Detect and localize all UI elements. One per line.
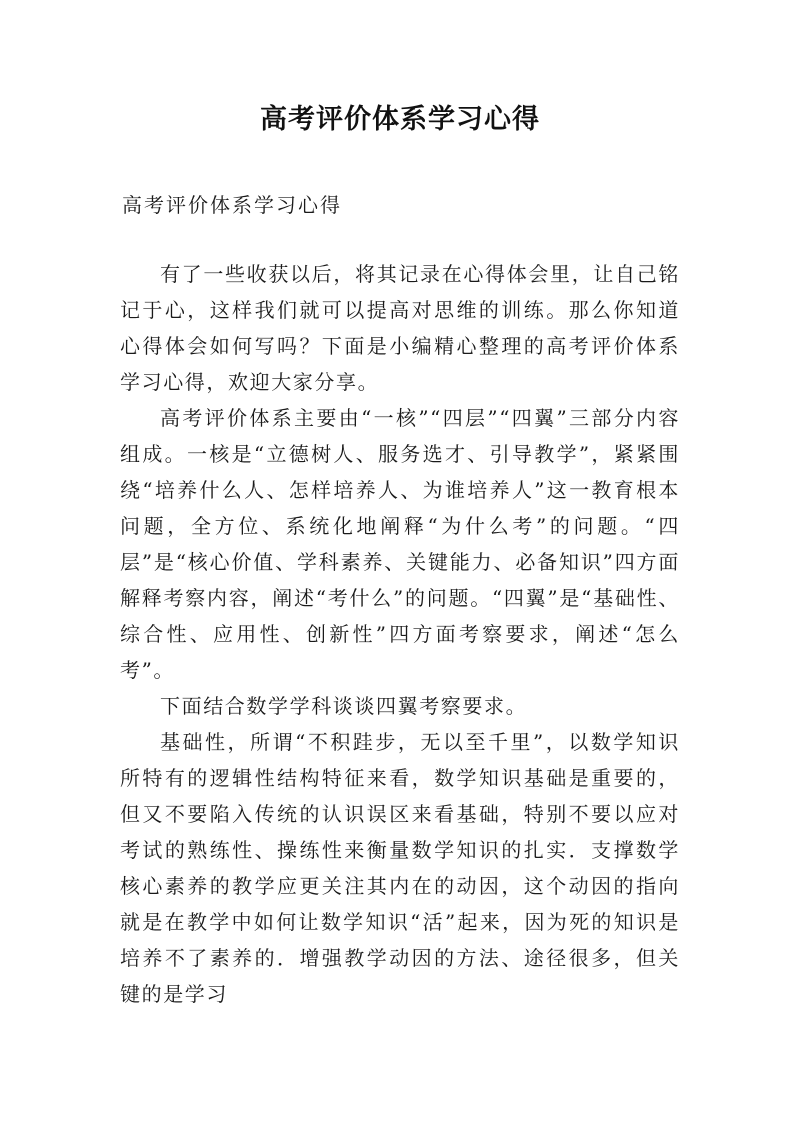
paragraph-intro: 有了一些收获以后，将其记录在心得体会里，让自己铭记于心，这样我们就可以提高对思维的训练。那么你知道心得体会如何写吗？下面是小编精心整理的高考评价体系学习心得，欢迎大家分享。: [120, 262, 680, 394]
paragraph-basics: 基础性，所谓“不积跬步，无以至千里”，以数学知识所特有的逻辑性结构特征来看，数学知识基础是重要的，但又不要陷入传统的认识误区来看基础，特别不要以应对考试的熟练性、操练性来衡量数学知识的扎实．支撑数学核心素养的教学应更关注其内在的动因，这个动因的指向就是在教学中如何让数学知识“活”起来，因为死的知识是培养不了素养的．增强教学动因的方法、途径很多，但关键的是学习: [120, 730, 680, 1006]
paragraph-evaluation-system: 高考评价体系主要由“一核”“四层”“四翼”三部分内容组成。一核是“立德树人、服务选才、引导教学”，紧紧围绕“培养什么人、怎样培养人、为谁培养人”这一教育根本问题，全方位、系统化地阐释“为什么考”的问题。“四层”是“核心价值、学科素养、关键能力、必备知识”四方面解释考察内容，阐述“考什么”的问题。“四翼”是“基础性、综合性、应用性、创新性”四方面考察要求，阐述“怎么考”。: [120, 406, 680, 682]
document-subtitle: 高考评价体系学习心得: [122, 193, 342, 217]
paragraph-math-intro: 下面结合数学学科谈谈四翼考察要求。: [160, 694, 528, 718]
document-body: [120, 256, 680, 1012]
document-title: 高考评价体系学习心得: [260, 104, 540, 135]
